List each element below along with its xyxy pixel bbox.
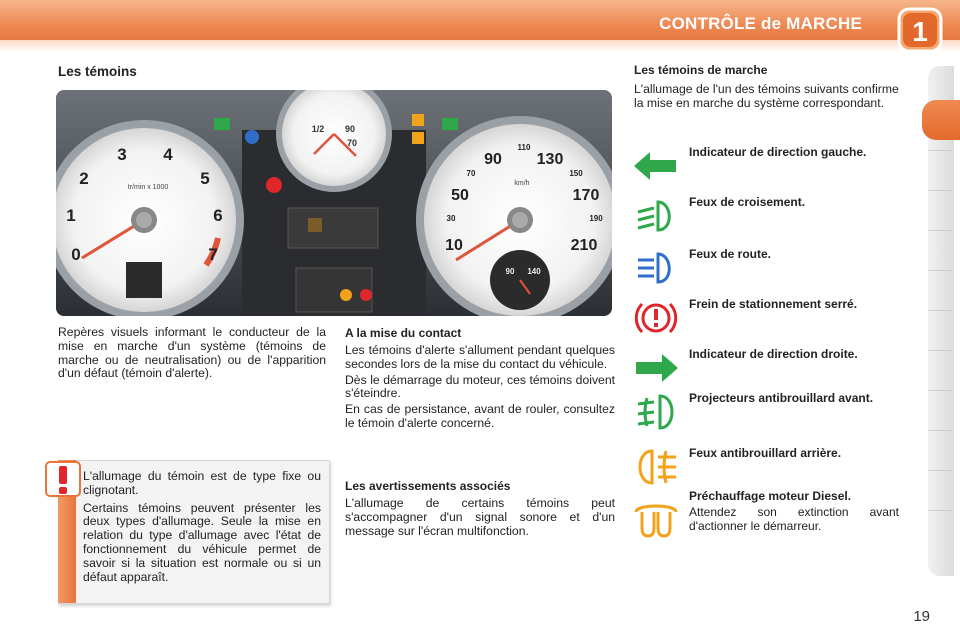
high-beam-icon: [632, 248, 680, 288]
speed-number: 150: [569, 169, 583, 178]
dashboard-photo: [56, 90, 612, 316]
running-lamps-intro: L'allumage de l'un des témoins suivants confirme la mise en marche du système correspondant.: [634, 82, 899, 110]
right-arrow-icon: [632, 348, 680, 388]
speed-number: 90: [484, 151, 502, 168]
warning-paragraph: Certains témoins peuvent présenter les deux types d'allumage. Seule la mise en relation du type d'allumage avec l'état de fonctionnement du véhicule permet de savoir si la situation est normale ou si un défaut apparaît.: [83, 500, 321, 584]
speed-number: 110: [517, 143, 531, 152]
lamp-label: Préchauffage moteur Diesel.: [689, 489, 852, 503]
chapter-tab[interactable]: [928, 470, 954, 511]
lamp-description: Attendez son extinction avant d'actionner le démarreur.: [689, 505, 899, 533]
intro-paragraph: Repères visuels informant le conducteur de la mise en marche d'un système (témoins de marche ou de neutralisation) ou de l'apparition d'un défaut (témoin d'alerte).: [58, 325, 326, 381]
tach-number: 3: [117, 145, 127, 164]
tach-number: 7: [208, 245, 218, 264]
running-lamps-heading: Les témoins de marche: [634, 63, 768, 77]
chapter-badge: [896, 6, 944, 54]
lamp-row: [632, 348, 912, 392]
section-title: Les témoins: [58, 64, 137, 79]
contact-paragraph: En cas de persistance, avant de rouler, consultez le témoin d'alerte concerné.: [345, 402, 615, 430]
lamp-row: [632, 196, 912, 240]
lamp-label: Indicateur de direction droite.: [689, 347, 858, 361]
speed-number: 170: [572, 187, 600, 204]
rear-fog-icon: [632, 447, 680, 487]
speed-number: 10: [445, 237, 463, 254]
tach-number: 0: [71, 245, 81, 264]
warning-text: [83, 470, 321, 584]
left-arrow-icon: [632, 146, 680, 186]
chapter-tab[interactable]: [928, 390, 954, 431]
chapter-tab[interactable]: [928, 350, 954, 391]
lamp-row: [632, 298, 912, 342]
chapter-tab[interactable]: [928, 270, 954, 311]
speed-number: 210: [570, 237, 598, 254]
fuel-mark: 1/2: [311, 124, 325, 134]
associated-paragraph: L'allumage de certains témoins peut s'accompagner d'un signal sonore et d'un message sur l'écran multifonction.: [345, 496, 615, 538]
warning-paragraph: L'allumage du témoin est de type fixe ou clignotant.: [83, 469, 321, 497]
chapter-tab[interactable]: [928, 430, 954, 471]
lamp-label: Feux antibrouillard arrière.: [689, 446, 842, 460]
chapter-tab-active[interactable]: [922, 100, 960, 140]
fuel-mark: 90: [344, 124, 356, 134]
lamp-row: [632, 248, 912, 292]
lamp-label: Feux de croisement.: [689, 195, 806, 209]
speed-number: 190: [589, 214, 603, 223]
chapter-tab[interactable]: [928, 310, 954, 351]
associated-heading: Les avertissements associés: [345, 479, 511, 493]
parking-brake-icon: [632, 298, 680, 338]
page-title: CONTRÔLE de MARCHE: [659, 14, 862, 33]
associated-warnings-section: [345, 479, 615, 538]
lamp-row: [632, 392, 912, 436]
temp-mark: 140: [527, 267, 541, 276]
speed-number: 130: [536, 151, 564, 168]
chapter-tab[interactable]: [928, 190, 954, 231]
temp-mark: 90: [505, 267, 515, 276]
header-fade: [0, 40, 960, 52]
tach-number: 2: [79, 169, 89, 188]
tach-number: 5: [200, 169, 210, 188]
chapter-number: 1: [912, 16, 928, 47]
speed-number: 50: [451, 187, 469, 204]
tach-unit: tr/min x 1000: [127, 184, 169, 191]
intro-block: [58, 326, 326, 381]
front-fog-icon: [632, 392, 680, 432]
speed-unit: km/h: [514, 180, 530, 187]
tach-number: 6: [213, 206, 223, 225]
contact-section: [345, 326, 615, 433]
speed-number: 30: [446, 214, 456, 223]
low-beam-icon: [632, 196, 680, 236]
contact-paragraph: Les témoins d'alerte s'allument pendant quelques secondes lors de la mise du contact du véhicule.: [345, 343, 615, 371]
tach-number: 1: [66, 206, 76, 225]
lamp-label: Frein de stationnement serré.: [689, 297, 858, 311]
lamp-label: Projecteurs antibrouillard avant.: [689, 391, 874, 405]
lamp-row: [632, 447, 912, 491]
page-number: 19: [913, 608, 930, 625]
chapter-tab[interactable]: [928, 510, 954, 551]
exclamation-icon: [42, 458, 84, 500]
lamp-label: Feux de route.: [689, 247, 772, 261]
fuel-mark: 70: [346, 138, 358, 148]
lamp-label: Indicateur de direction gauche.: [689, 145, 867, 159]
glow-plug-icon: [632, 502, 680, 542]
contact-paragraph: Dès le démarrage du moteur, ces témoins doivent s'éteindre.: [345, 372, 615, 401]
lamp-row: [632, 490, 912, 546]
lamp-row: [632, 146, 912, 190]
speed-number: 70: [466, 169, 476, 178]
contact-heading: A la mise du contact: [345, 326, 462, 340]
tach-number: 4: [163, 145, 173, 164]
chapter-tab[interactable]: [928, 150, 954, 191]
chapter-tab[interactable]: [928, 230, 954, 271]
running-lamps-section: [634, 63, 904, 111]
